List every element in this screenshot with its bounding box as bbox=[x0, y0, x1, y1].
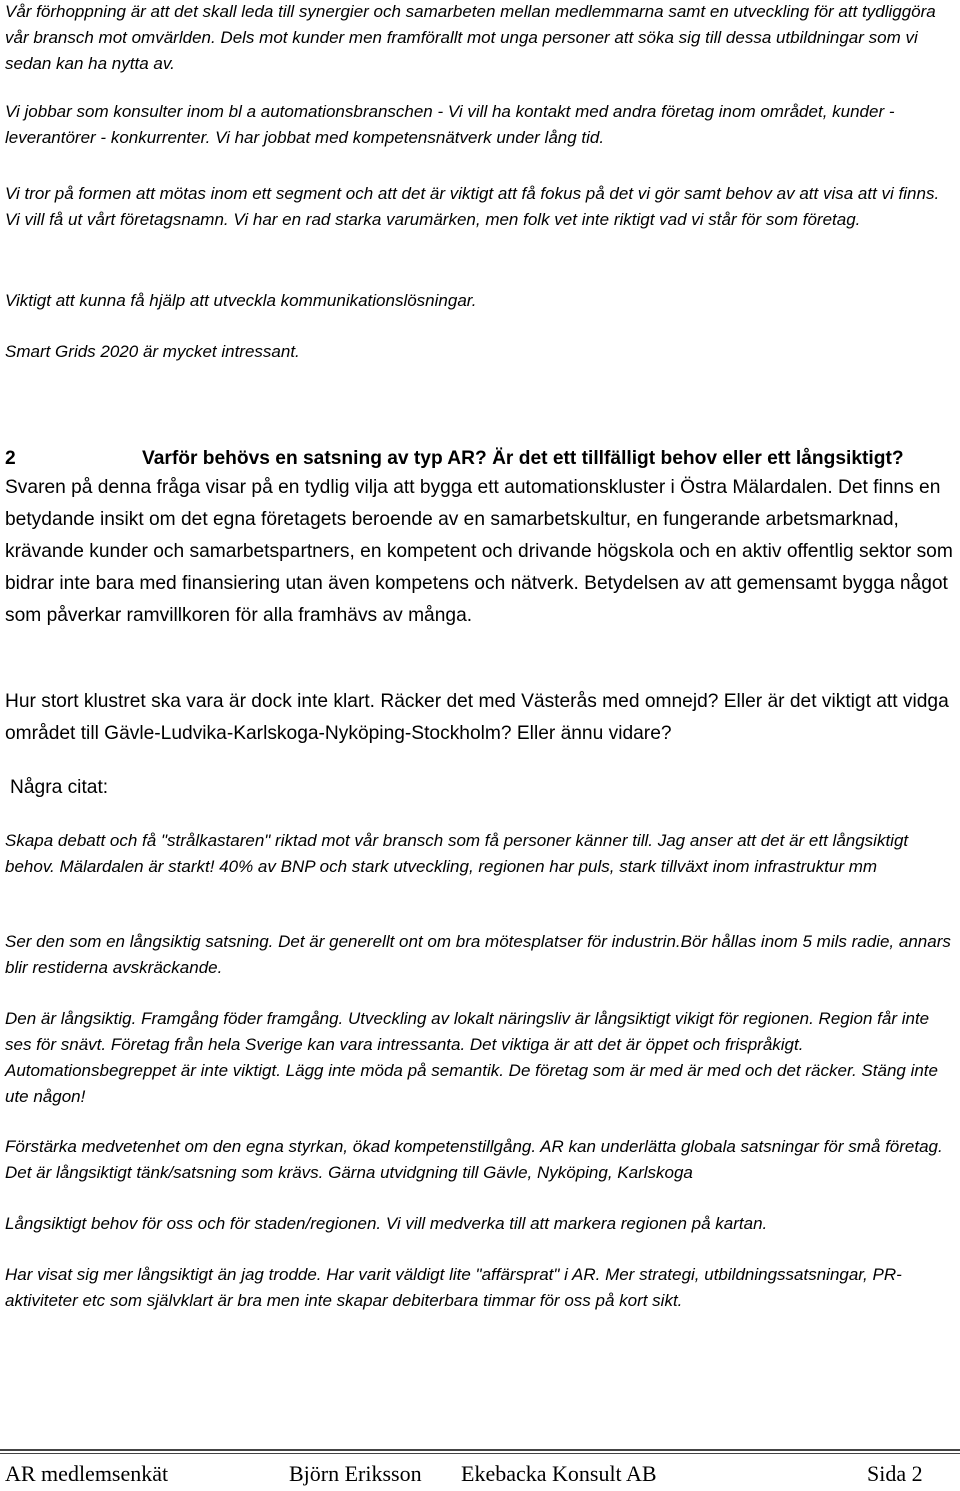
quote-item: Förstärka medvetenhet om den egna styrkan, ökad kompetenstillgång. AR kan underlätta globala satsningar för små företag. Det är långsiktigt tänk/satsning som krävs. Gärna utvidgning till Gävle, Nyköping, Karlskoga bbox=[5, 1137, 943, 1182]
quote-item: Har visat sig mer långsiktigt än jag trodde. Har varit väldigt lite "affärsprat" i AR. Mer strategi, utbildningssatsningar, PR-aktiviteter etc som självklart är bra men inte skapar debiterbara timmar för oss på kort sikt. bbox=[5, 1265, 902, 1310]
quote-item: Skapa debatt och få "strålkastaren" riktad mot vår bransch som få personer känner till. Jag anser att det är ett långsiktigt behov. Mälardalen är starkt! 40% av BNP och stark utveckling, regionen har puls, stark tillväxt inom infrastruktur mm bbox=[5, 831, 909, 876]
communication-paragraph: Viktigt att kunna få hjälp att utveckla kommunikationslösningar. bbox=[5, 291, 477, 310]
section-heading bbox=[5, 446, 953, 472]
segment-paragraph: Vi tror på formen att mötas inom ett segment och att det är viktigt att få fokus på det vi gör samt behov av att visa att vi finns. Vi vill få ut vårt företagsnamn. Vi har en rad starka varumärken, men folk vet inte riktigt vad vi står för som företag. bbox=[5, 184, 940, 229]
quotes-label: Några citat: bbox=[10, 777, 109, 798]
cluster-paragraph: Svaren på denna fråga visar på en tydlig vilja att bygga ett automationskluster i Östra Mälardalen. Det finns en betydande insikt om det egna företagets beroende av en samarbetskultur, en fungerande arbetsmarknad, krävande kunder och samarbetspartners, en kompetent och drivande högskola och en aktiv offentlig sektor som bidrar inte bara med finansiering utan även kompetens och nätverk. Betydelsen av att gemensamt bygga något som påverkar ramvillkoren för alla framhävs av många. bbox=[5, 477, 953, 626]
quote-item: Långsiktigt behov för oss och för staden/regionen. Vi vill medverka till att markera regionen på kartan. bbox=[5, 1214, 768, 1233]
footer-title: AR medlemsenkät bbox=[5, 1461, 169, 1486]
consultant-paragraph: Vi jobbar som konsulter inom bl a automationsbranschen - Vi vill ha kontakt med andra företag inom området, kunder - leverantörer - konkurrenter. Vi har jobbat med kompetensnätverk under lång tid. bbox=[5, 102, 895, 147]
quote-item: Ser den som en långsiktig satsning. Det är generellt ont om bra mötesplatser för industrin.Bör hållas inom 5 mils radie, annars blir restiderna avskräckande. bbox=[5, 932, 951, 977]
page-footer bbox=[0, 1458, 960, 1490]
footer-company: Ekebacka Konsult AB bbox=[461, 1461, 657, 1486]
section-title: Varför behövs en satsning av typ AR? Är det ett tillfälligt behov eller ett långsiktigt? bbox=[142, 448, 904, 469]
quote-item: Den är långsiktig. Framgång föder framgång. Utveckling av lokalt näringsliv är långsiktigt vikigt för regionen. Region får inte ses för snävt. Företag från hela Sverige kan vara intressanta. Det viktiga är att det är öppet och frispråkigt. Automationsbegreppet är inte viktigt. Lägg inte möda på semantik. De företag som är med är med och det räcker. Stäng inte ute någon! bbox=[5, 1009, 938, 1106]
footer-divider bbox=[0, 1449, 960, 1451]
intro-paragraph: Vår förhoppning är att det skall leda till synergier och samarbeten mellan medlemmarna samt en utveckling för att tydliggöra vår bransch mot omvärlden. Dels mot kunder men framförallt mot unga personer att söka sig till dessa utbildningar som vi sedan kan ha nytta av. bbox=[5, 2, 936, 73]
smart-grids-paragraph: Smart Grids 2020 är mycket intressant. bbox=[5, 342, 300, 361]
cluster-size-paragraph: Hur stort klustret ska vara är dock inte klart. Räcker det med Västerås med omnejd? Eller är det viktigt att vidga området till Gävle-Ludvika-Karlskoga-Nyköping-Stockholm? Eller ännu vidare? bbox=[5, 691, 949, 744]
footer-author: Björn Eriksson bbox=[289, 1461, 422, 1486]
section-number: 2 bbox=[5, 448, 16, 469]
footer-divider-thin bbox=[0, 1453, 960, 1454]
footer-page-number: Sida 2 bbox=[867, 1461, 923, 1486]
